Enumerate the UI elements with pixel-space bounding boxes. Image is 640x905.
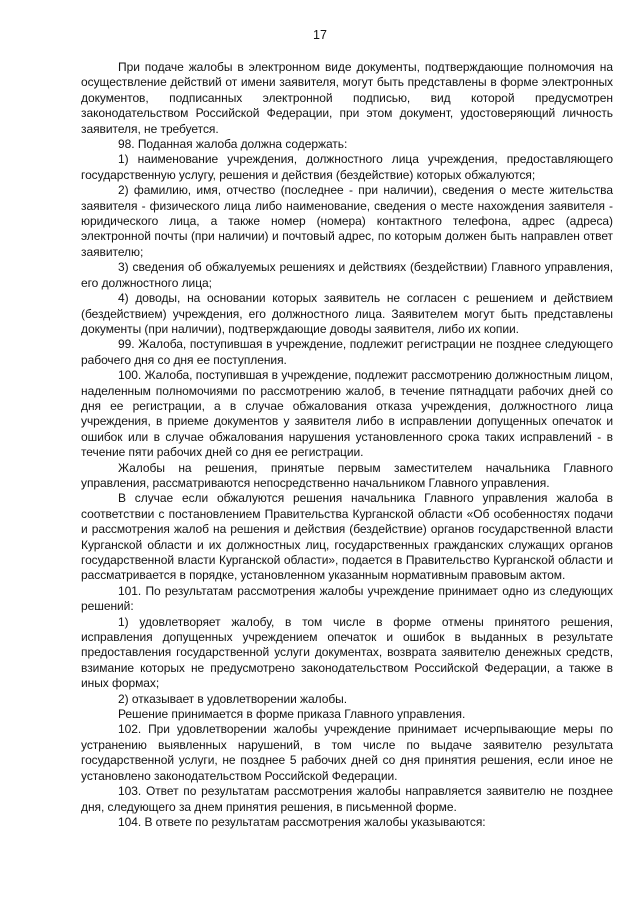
paragraph: При подаче жалобы в электронном виде документы, подтверждающие полномочия на осуществление действий от имени заявителя, могут быть представлены в форме электронных документов, подписанных электронной подписью, вид которой предусмотрен законодательством Российской Федерации, при этом документ, удостоверяющий личность заявителя, не требуется.	[81, 60, 613, 136]
document-body	[81, 60, 613, 830]
paragraph: 2) фамилию, имя, отчество (последнее - при наличии), сведения о месте жительства заявителя - физического лица либо наименование, сведения о месте нахождения заявителя - юридического лица, а также номер (номера) контактного телефона, адрес (адреса) электронной почты (при наличии) и почтовый адрес, по которым должен быть направлен ответ заявителю;	[81, 183, 613, 259]
paragraph: 104. В ответе по результатам рассмотрения жалобы указываются:	[118, 814, 486, 829]
paragraph: Решение принимается в форме приказа Главного управления.	[118, 707, 466, 722]
paragraph: 4) доводы, на основании которых заявитель не согласен с решением и действием (бездействием) учреждения, его должностного лица. Заявителем могут быть представлены документы (при наличии), подтверждающие доводы заявителя, либо их копии.	[81, 291, 613, 336]
paragraph: 101. По результатам рассмотрения жалобы учреждение принимает одно из следующих решений:	[81, 583, 613, 614]
paragraph: 102. При удовлетворении жалобы учреждение принимает исчерпывающие меры по устранению выявленных нарушений, в том числе по выдаче заявителю результата государственной услуги, не позднее 5 рабочих дней со дня принятия решения, если иное не установлено законодательством Российской Федерации.	[81, 722, 613, 783]
paragraph: 103. Ответ по результатам рассмотрения жалобы направляется заявителю не позднее дня, следующего за днем принятия решения, в письменной форме.	[81, 784, 613, 814]
paragraph: 98. Поданная жалоба должна содержать:	[118, 137, 348, 152]
paragraph: 99. Жалоба, поступившая в учреждение, подлежит регистрации не позднее следующего рабочего дня со дня ее поступления.	[81, 337, 613, 367]
paragraph: В случае если обжалуются решения начальника Главного управления жалоба в соответствии с постановлением Правительства Курганской области «Об особенностях подачи и рассмотрения жалоб на решения и действия (бездействие) органов государственной власти Курганской области и их должностных лиц, государственных гражданских служащих органов государственной власти Курганской области», подается в Правительство Курганской области и рассматривается в порядке, установленном указанным нормативным правовым актом.	[81, 491, 613, 583]
paragraph: 100. Жалоба, поступившая в учреждение, подлежит рассмотрению должностным лицом, наделенным полномочиями по рассмотрению жалоб, в течение пятнадцати рабочих дней со дня ее регистрации, а в случае обжалования отказа учреждения, должностного лица учреждения, в приеме документов у заявителя либо в исправлении допущенных опечаток и ошибок или в случае обжалования нарушения установленного срока таких исправлений - в течение пяти рабочих дней со дня ее регистрации.	[81, 368, 613, 460]
page-number: 17	[313, 28, 327, 42]
paragraph: 1) удовлетворяет жалобу, в том числе в форме отмены принятого решения, исправления допущенных учреждением опечаток и ошибок в выданных в результате предоставления государственной услуги документах, возврата заявителю денежных средств, взимание которых не предусмотрено законодательством Российской Федерации, а также в иных формах;	[81, 614, 613, 691]
paragraph: 1) наименование учреждения, должностного лица учреждения, предоставляющего государственную услугу, решения и действия (бездействие) которых обжалуются;	[81, 152, 613, 182]
paragraph: 2) отказывает в удовлетворении жалобы.	[118, 691, 348, 706]
paragraph: Жалобы на решения, принятые первым заместителем начальника Главного управления, рассматриваются непосредственно начальником Главного управления.	[81, 460, 613, 490]
paragraph: 3) сведения об обжалуемых решениях и действиях (бездействии) Главного управления, его должностного лица;	[81, 260, 613, 290]
